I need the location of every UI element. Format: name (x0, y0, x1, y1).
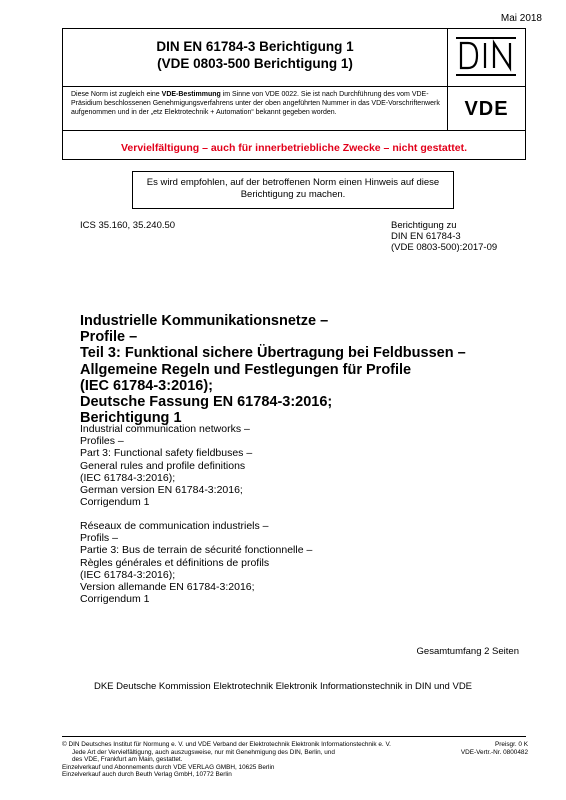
ics-code: ICS 35.160, 35.240.50 (80, 220, 176, 231)
reference-line: Berichtigung zu (391, 220, 457, 231)
vde-order-number: VDE-Vertr.-Nr. 0800482 (460, 748, 528, 756)
german-title-line: Berichtigung 1 (80, 410, 182, 427)
german-title-line: Profile – (80, 329, 138, 346)
price-group: Preisgr. 0 K (494, 741, 528, 748)
recommendation-line-1: Es wird empfohlen, auf der betroffenen Norm einen Hinweis auf diese (146, 177, 440, 188)
copyright-line: Einzelverkauf auch durch Beuth Verlag GmbH, 10772 Berlin (62, 771, 232, 779)
french-title-line: Profils – (80, 532, 118, 545)
title-line-2: (VDE 0803-500 Berichtigung 1) (157, 56, 353, 71)
copyright-line: Jede Art der Vervielfältigung, auch auszugsweise, nur mit Genehmigung des DIN, Berlin, und (72, 748, 335, 756)
german-title-line: Deutsche Fassung EN 61784-3:2016; (80, 394, 333, 411)
english-title-line: Profiles – (80, 435, 124, 448)
reference-line: DIN EN 61784-3 (391, 231, 461, 242)
copy-warning: Vervielfältigung – auch für innerbetriebliche Zwecke – nicht gestattet. (120, 142, 467, 154)
recommendation-line-2: Berichtigung zu machen. (240, 189, 346, 200)
english-title (80, 423, 252, 508)
din-logo (448, 29, 525, 87)
copyright-notice (62, 741, 432, 779)
price-info (461, 741, 528, 756)
document-title (63, 29, 448, 87)
french-title-line: Partie 3: Bus de terrain de sécurité fonctionnelle – (80, 544, 313, 557)
english-title-line: Part 3: Functional safety fieldbuses – (80, 447, 253, 460)
french-title-line: Règles générales et définitions de profils (80, 556, 270, 569)
copyright-line: © DIN Deutsches Institut für Normung e. V. und VDE Verband der Elektrotechnik Elektronik Informationstechnik e. V. (62, 741, 391, 748)
german-title-line: Industrielle Kommunikationsnetze – (80, 313, 329, 329)
title-line-1: DIN EN 61784-3 Berichtigung 1 (156, 39, 354, 54)
dke-line: DKE Deutsche Kommission Elektrotechnik Elektronik Informationstechnik in DIN und VDE (93, 681, 473, 692)
french-title-line: Réseaux de communication industriels – (80, 520, 269, 532)
german-title-line: Allgemeine Regeln und Festlegungen für Profile (80, 361, 412, 378)
vde-logo-text: VDE (464, 98, 509, 120)
german-title-line: Teil 3: Funktional sichere Übertragung bei Feldbussen – (80, 345, 466, 362)
corrigendum-reference (391, 220, 497, 253)
french-title-line: (IEC 61784-3:2016); (80, 568, 176, 581)
german-title-line: (IEC 61784-3:2016); (80, 377, 213, 394)
reference-line: (VDE 0803-500):2017-09 (391, 242, 498, 253)
footer-divider (62, 736, 526, 737)
header-box (62, 28, 526, 160)
recommendation-box (132, 171, 454, 209)
french-title-line: Corrigendum 1 (80, 593, 150, 606)
english-title-line: (IEC 61784-3:2016); (80, 471, 176, 484)
notice-text-start: Diese Norm ist zugleich eine (71, 91, 162, 98)
english-title-line: Corrigendum 1 (80, 496, 150, 509)
french-title (80, 520, 312, 605)
english-title-line: German version EN 61784-3:2016; (80, 484, 243, 497)
german-title (80, 313, 466, 426)
din-logo-icon (448, 29, 525, 87)
english-title-line: General rules and profile definitions (80, 459, 246, 472)
total-pages: Gesamtumfang 2 Seiten (416, 646, 519, 657)
copyright-line: des VDE, Frankfurt am Main, gestattet. (72, 756, 183, 764)
vde-notice (63, 87, 448, 131)
publication-date: Mai 2018 (500, 13, 542, 24)
copyright-line: Einzelverkauf und Abonnements durch VDE VERLAG GMBH, 10625 Berlin (62, 763, 275, 771)
english-title-line: Industrial communication networks – (80, 423, 250, 435)
french-title-line: Version allemande EN 61784-3:2016; (80, 581, 255, 594)
notice-text-bold: VDE-Bestimmung (161, 91, 221, 98)
notice-text-end: im Sinne von VDE 0022. Sie ist nach Durchführung des vom VDE-Präsidium beschlossenen Genehmigungsverfahrens unter der oben angeführten Nummer in das VDE-Vorschriftenwerk aufgenommen und in der „etz Elektrotechnik + Automation“ bekannt gegeben worden. (71, 91, 440, 116)
vde-logo (448, 87, 525, 131)
